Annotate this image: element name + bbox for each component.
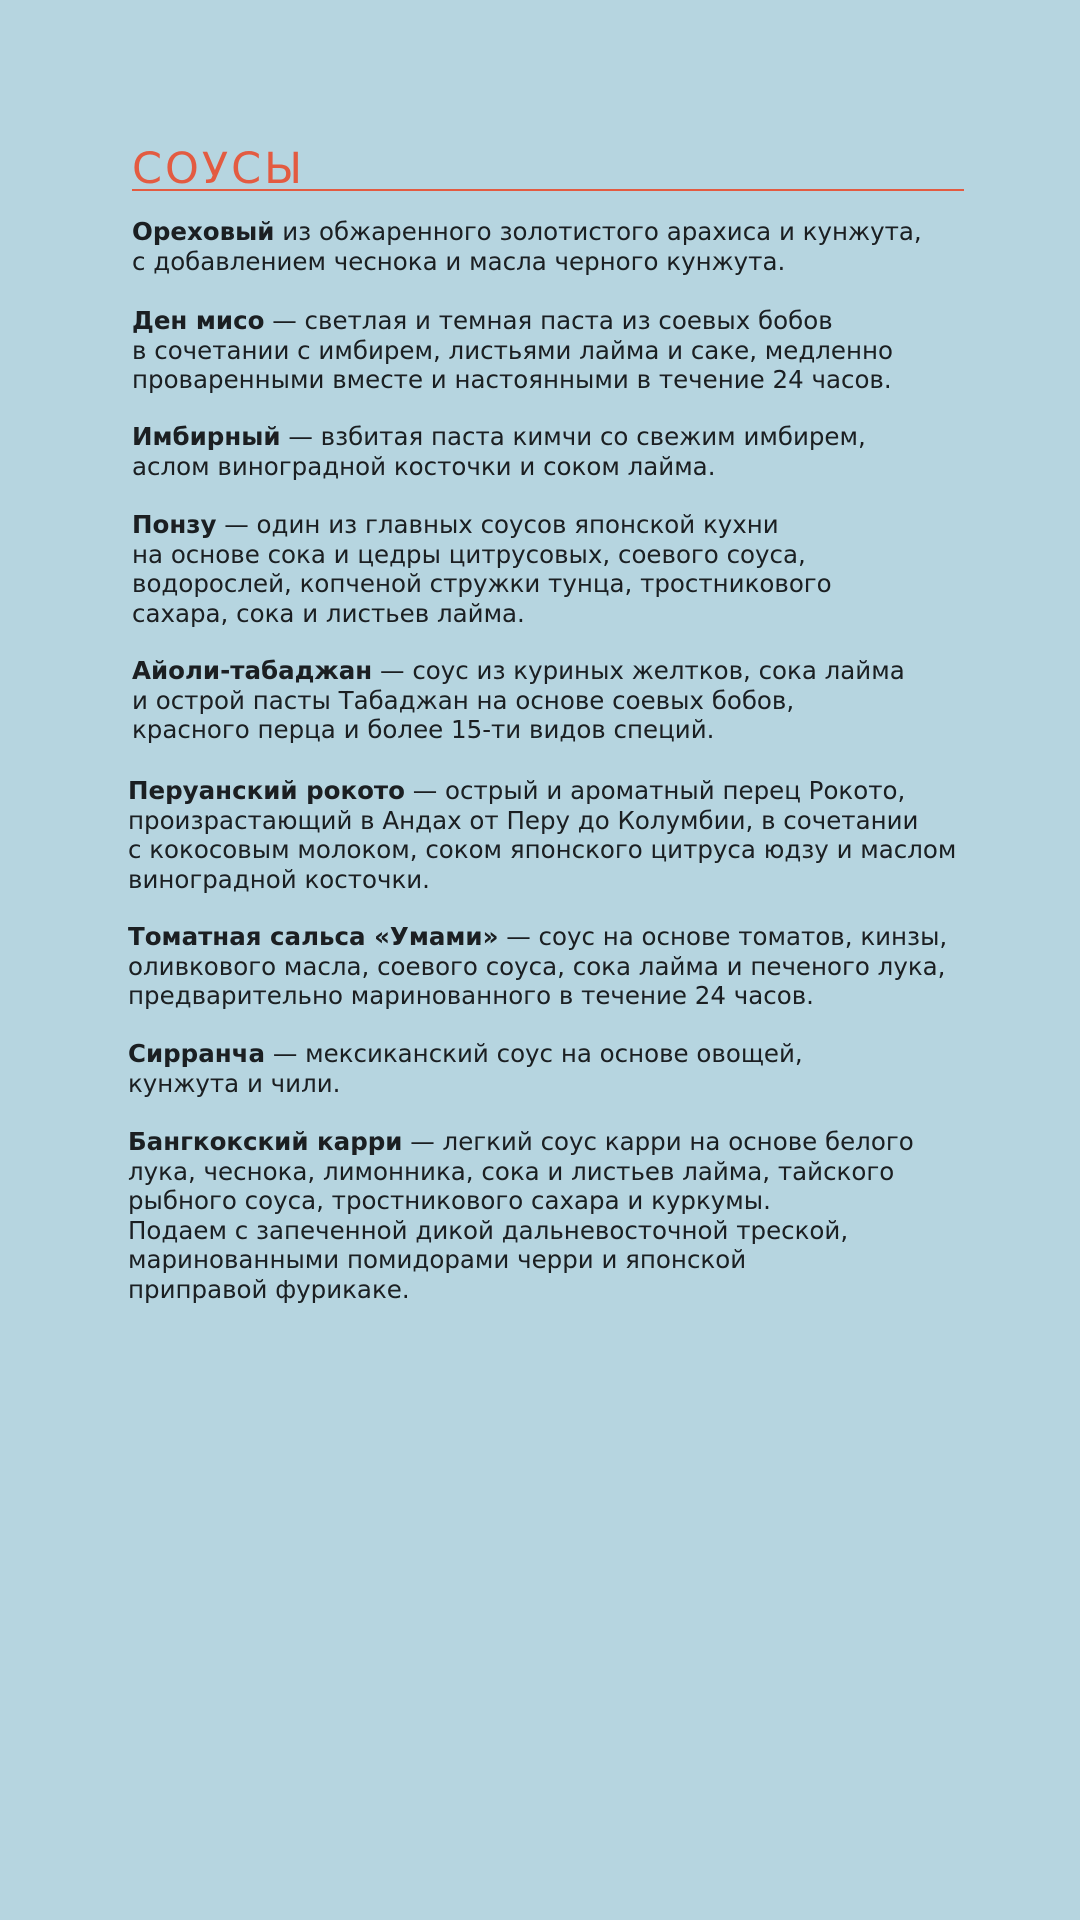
sauce-entry-peruanskii-rokoto [128, 776, 956, 894]
entry-line: Ореховый из обжаренного золотистого арахиса и кунжута, [132, 217, 922, 246]
entry-line: Ден мисо — светлая и темная паста из соевых бобов [132, 306, 833, 335]
sauce-entry-aioli-tabadzhan [132, 656, 905, 745]
entry-line: лука, чеснока, лимонника, сока и листьев лайма, тайского [128, 1156, 895, 1186]
entry-line: Бангкокский карри — легкий соус карри на основе белого [128, 1127, 914, 1156]
entry-line: Имбирный — взбитая паста кимчи со свежим имбирем, [132, 422, 866, 451]
entry-line: кунжута и чили. [128, 1068, 341, 1098]
sauce-entry-imbirnyi [132, 422, 866, 481]
entry-line: Понзу — один из главных соусов японской кухни [132, 510, 779, 539]
sauce-name: Томатная сальса «Умами» [128, 922, 499, 951]
sauce-entry-bangkokskii-karri [128, 1127, 914, 1304]
entry-line: водорослей, копченой стружки тунца, тростникового [132, 569, 832, 598]
entry-line: и острой пасты Табаджан на основе соевых бобов, [132, 685, 795, 715]
sauce-entry-den-miso [132, 306, 893, 395]
sauce-name: Имбирный [132, 422, 281, 451]
sauce-entry-sirrancha [128, 1039, 803, 1098]
entry-line: проваренными вместе и настоянными в течение 24 часов. [132, 365, 892, 394]
sauce-entry-ponzu [132, 510, 832, 628]
entry-line: рыбного соуса, тростникового сахара и куркумы. [128, 1186, 771, 1215]
sauce-name: Бангкокский карри [128, 1127, 403, 1156]
entry-line: Подаем с запеченной дикой дальневосточной треской, [128, 1215, 849, 1245]
sauce-entry-orekhovyi [132, 217, 922, 276]
sauce-name: Ден мисо [132, 306, 265, 335]
entry-line: с добавлением чеснока и масла черного кунжута. [132, 246, 786, 276]
sauce-name: Понзу [132, 510, 217, 539]
entry-line: произрастающий в Андах от Перу до Колумбии, в сочетании [128, 805, 919, 835]
entry-line: в сочетании с имбирем, листьями лайма и саке, медленно [132, 335, 894, 365]
entry-line: с кокосовым молоком, соком японского цитруса юдзу и маслом [128, 835, 957, 864]
entry-line: Айоли-табаджан — соус из куриных желтков, сока лайма [132, 656, 905, 685]
section-title: СОУСЫ [132, 144, 306, 194]
entry-line: приправой фурикаке. [128, 1274, 410, 1304]
entry-line: красного перца и более 15-ти видов специй. [132, 715, 715, 744]
entry-line: Перуанский рокото — острый и ароматный перец Рокото, [128, 776, 906, 805]
entry-line: Сирранча — мексиканский соус на основе овощей, [128, 1039, 803, 1068]
sauce-name: Айоли-табаджан [132, 656, 373, 685]
title-underline [132, 189, 964, 191]
sauce-name: Сирранча [128, 1039, 266, 1068]
entry-line: сахара, сока и листьев лайма. [132, 598, 525, 628]
entry-line: оливкового масла, соевого соуса, сока лайма и печеного лука, [128, 951, 946, 981]
entry-line: Томатная сальса «Умами» — соус на основе томатов, кинзы, [128, 922, 948, 951]
entry-line: аслом виноградной косточки и соком лайма. [132, 451, 716, 481]
section-header [132, 146, 964, 192]
entry-line: маринованными помидорами черри и японской [128, 1245, 747, 1274]
entry-line: виноградной косточки. [128, 864, 430, 894]
entry-line: предварительно маринованного в течение 24 часов. [128, 981, 814, 1010]
sauce-name: Перуанский рокото [128, 776, 405, 805]
sauce-name: Ореховый [132, 217, 275, 246]
entry-line: на основе сока и цедры цитрусовых, соевого соуса, [132, 539, 806, 569]
sauce-entry-tomatnaya-salsa [128, 922, 947, 1011]
